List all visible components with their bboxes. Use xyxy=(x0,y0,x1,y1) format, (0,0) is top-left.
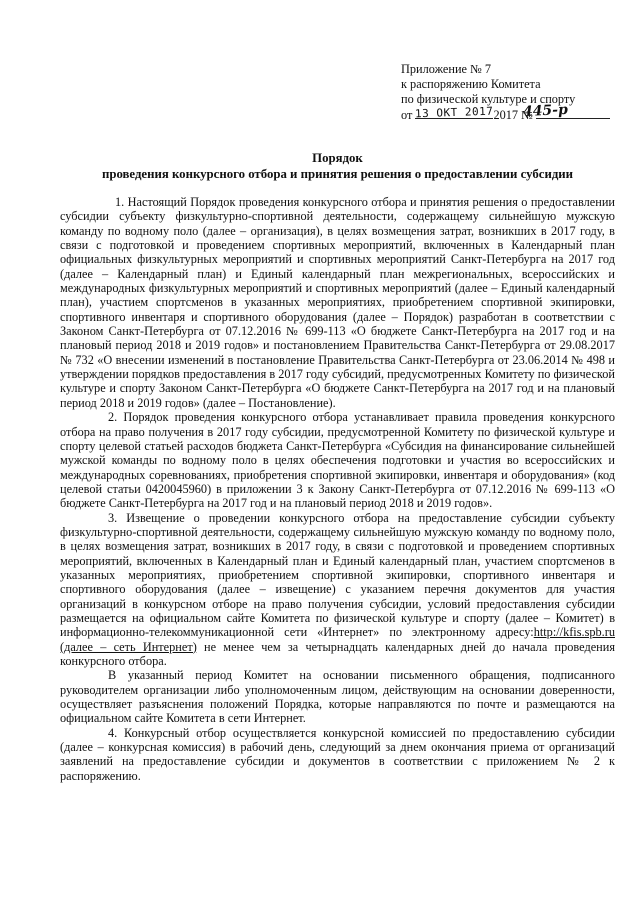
paragraph-1: 1. Настоящий Порядок проведения конкурсного отбора и принятия решения о предоставлении субсидии субъекту физкультурно-спортивной деятельности, содержащему сильнейшую мужскую команду по водному поло (далее – организация), в целях возмещения затрат, возникших в 2017 году, в связи с подготовкой и проведением спортивных мероприятий, включенных в Календарный план официальных физкультурных мероприятий и спортивных мероприятий Санкт-Петербурга на 2017 год (далее – Календарный план) и Единый календарный план межрегиональных, всероссийских и международных физкультурных мероприятий и спортивных мероприятий (далее – Единый календарный план), участием спортсменов в указанных мероприятиях, приобретением спортивной экипировки, спортивного инвентаря и спортивного оборудования (далее – Порядок) разработан в соответствии с Законом Санкт-Петербурга от 07.12.2016 № 699-113 «О бюджете Санкт-Петербурга на 2017 год и на плановый период 2018 и 2019 годов» и постановлением Правительства Санкт-Петербурга от 29.08.2017 № 732 «О внесении изменений в постановление Правительства Санкт-Петербурга от 23.06.2014 № 498 и утверждении порядков предоставления в 2017 году субсидий, предусмотренных Комитету по физической культуре и спорту Законом Санкт-Петербурга «О бюджете Санкт-Петербурга на 2017 год и на плановый период 2018 и 2019 годов» (далее – Постановление). xyxy=(60,195,615,410)
handwritten-number: 445-р xyxy=(522,101,569,121)
annex-header xyxy=(401,62,611,123)
paragraph-3-tail: не менее чем за четырнадцать календарных дней до начала проведения конкурсного отбора. xyxy=(60,639,615,668)
annex-date-line xyxy=(401,101,611,123)
annex-line-2: к распоряжению Комитета xyxy=(401,77,541,91)
document-body xyxy=(60,195,615,783)
website-link[interactable]: http://kfis.spb.ru (далее – сеть Интернет) xyxy=(60,625,615,654)
paragraph-4: В указанный период Комитет на основании письменного обращения, подписанного руководителем организации либо уполномоченным лицом, действующим на основании доверенности, осуществляет разъяснения положений Порядка, которые направляются по почте и размещаются на официальном сайте Комитета в сети Интернет. xyxy=(60,668,615,726)
paragraph-5: 4. Конкурсный отбор осуществляется конкурсной комиссией по предоставлению субсидии (далее – конкурсная комиссия) в рабочий день, следующий за днем окончания приема от организаций заявлений на предоставление субсидии и документов в соответствии с приложением № 2 к распоряжению. xyxy=(60,725,615,783)
annex-line-3: по физической культуре и спорту xyxy=(401,92,576,106)
paragraph-3 xyxy=(60,511,615,669)
paragraph-3-text: 3. Извещение о проведении конкурсного отбора на предоставление субсидии субъекту физкультурно-спортивной деятельности, содержащему сильнейшую мужскую команду по водному поло, в целях возмещения затрат, возникших в 2017 году, в связи с подготовкой и проведением спортивных мероприятий, включенных в Календарный план и Единый календарный план, участием спортсменов в указанных мероприятиях, приобретением спортивной экипировки, спортивного инвентаря и спортивного оборудования (далее – извещение) с указанием перечня документов для участия организаций в конкурсном отборе на право получения субсидии, условий предоставления субсидии размещается на официальном сайте Комитета по физической культуре и спорту (далее – Комитет) в информационно-телекоммуникационной сети «Интернет» по электронному адресу: xyxy=(60,510,615,640)
date-prefix: от xyxy=(401,108,413,122)
document-title: Порядок xyxy=(312,151,363,165)
document-subtitle: проведения конкурсного отбора и принятия решения о предоставлении субсидии xyxy=(101,167,574,181)
date-suffix: 2017 № xyxy=(493,108,533,122)
date-stamp: 13 ОКТ 2017 xyxy=(414,104,494,121)
annex-line-1: Приложение № 7 xyxy=(401,62,492,76)
paragraph-2: 2. Порядок проведения конкурсного отбора устанавливает правила проведения конкурсного отбора на право получения в 2017 году субсидии, предусмотренной Комитету по физической культуре и спорту целевой статьей расходов бюджета Санкт-Петербурга «Субсидия на финансирование сильнейшей мужской команды по водному поло в целях обеспечения подготовки и участия во всероссийских и международных соревнованиях, приобретения спортивной экипировки, инвентаря и оборудования» (код целевой статьи 0420045960) в приложении 3 к Закону Санкт-Петербурга от 07.12.2016 № 699-113 «О бюджете Санкт-Петербурга на 2017 год и на плановый период 2018 и 2019 годов». xyxy=(60,410,615,511)
